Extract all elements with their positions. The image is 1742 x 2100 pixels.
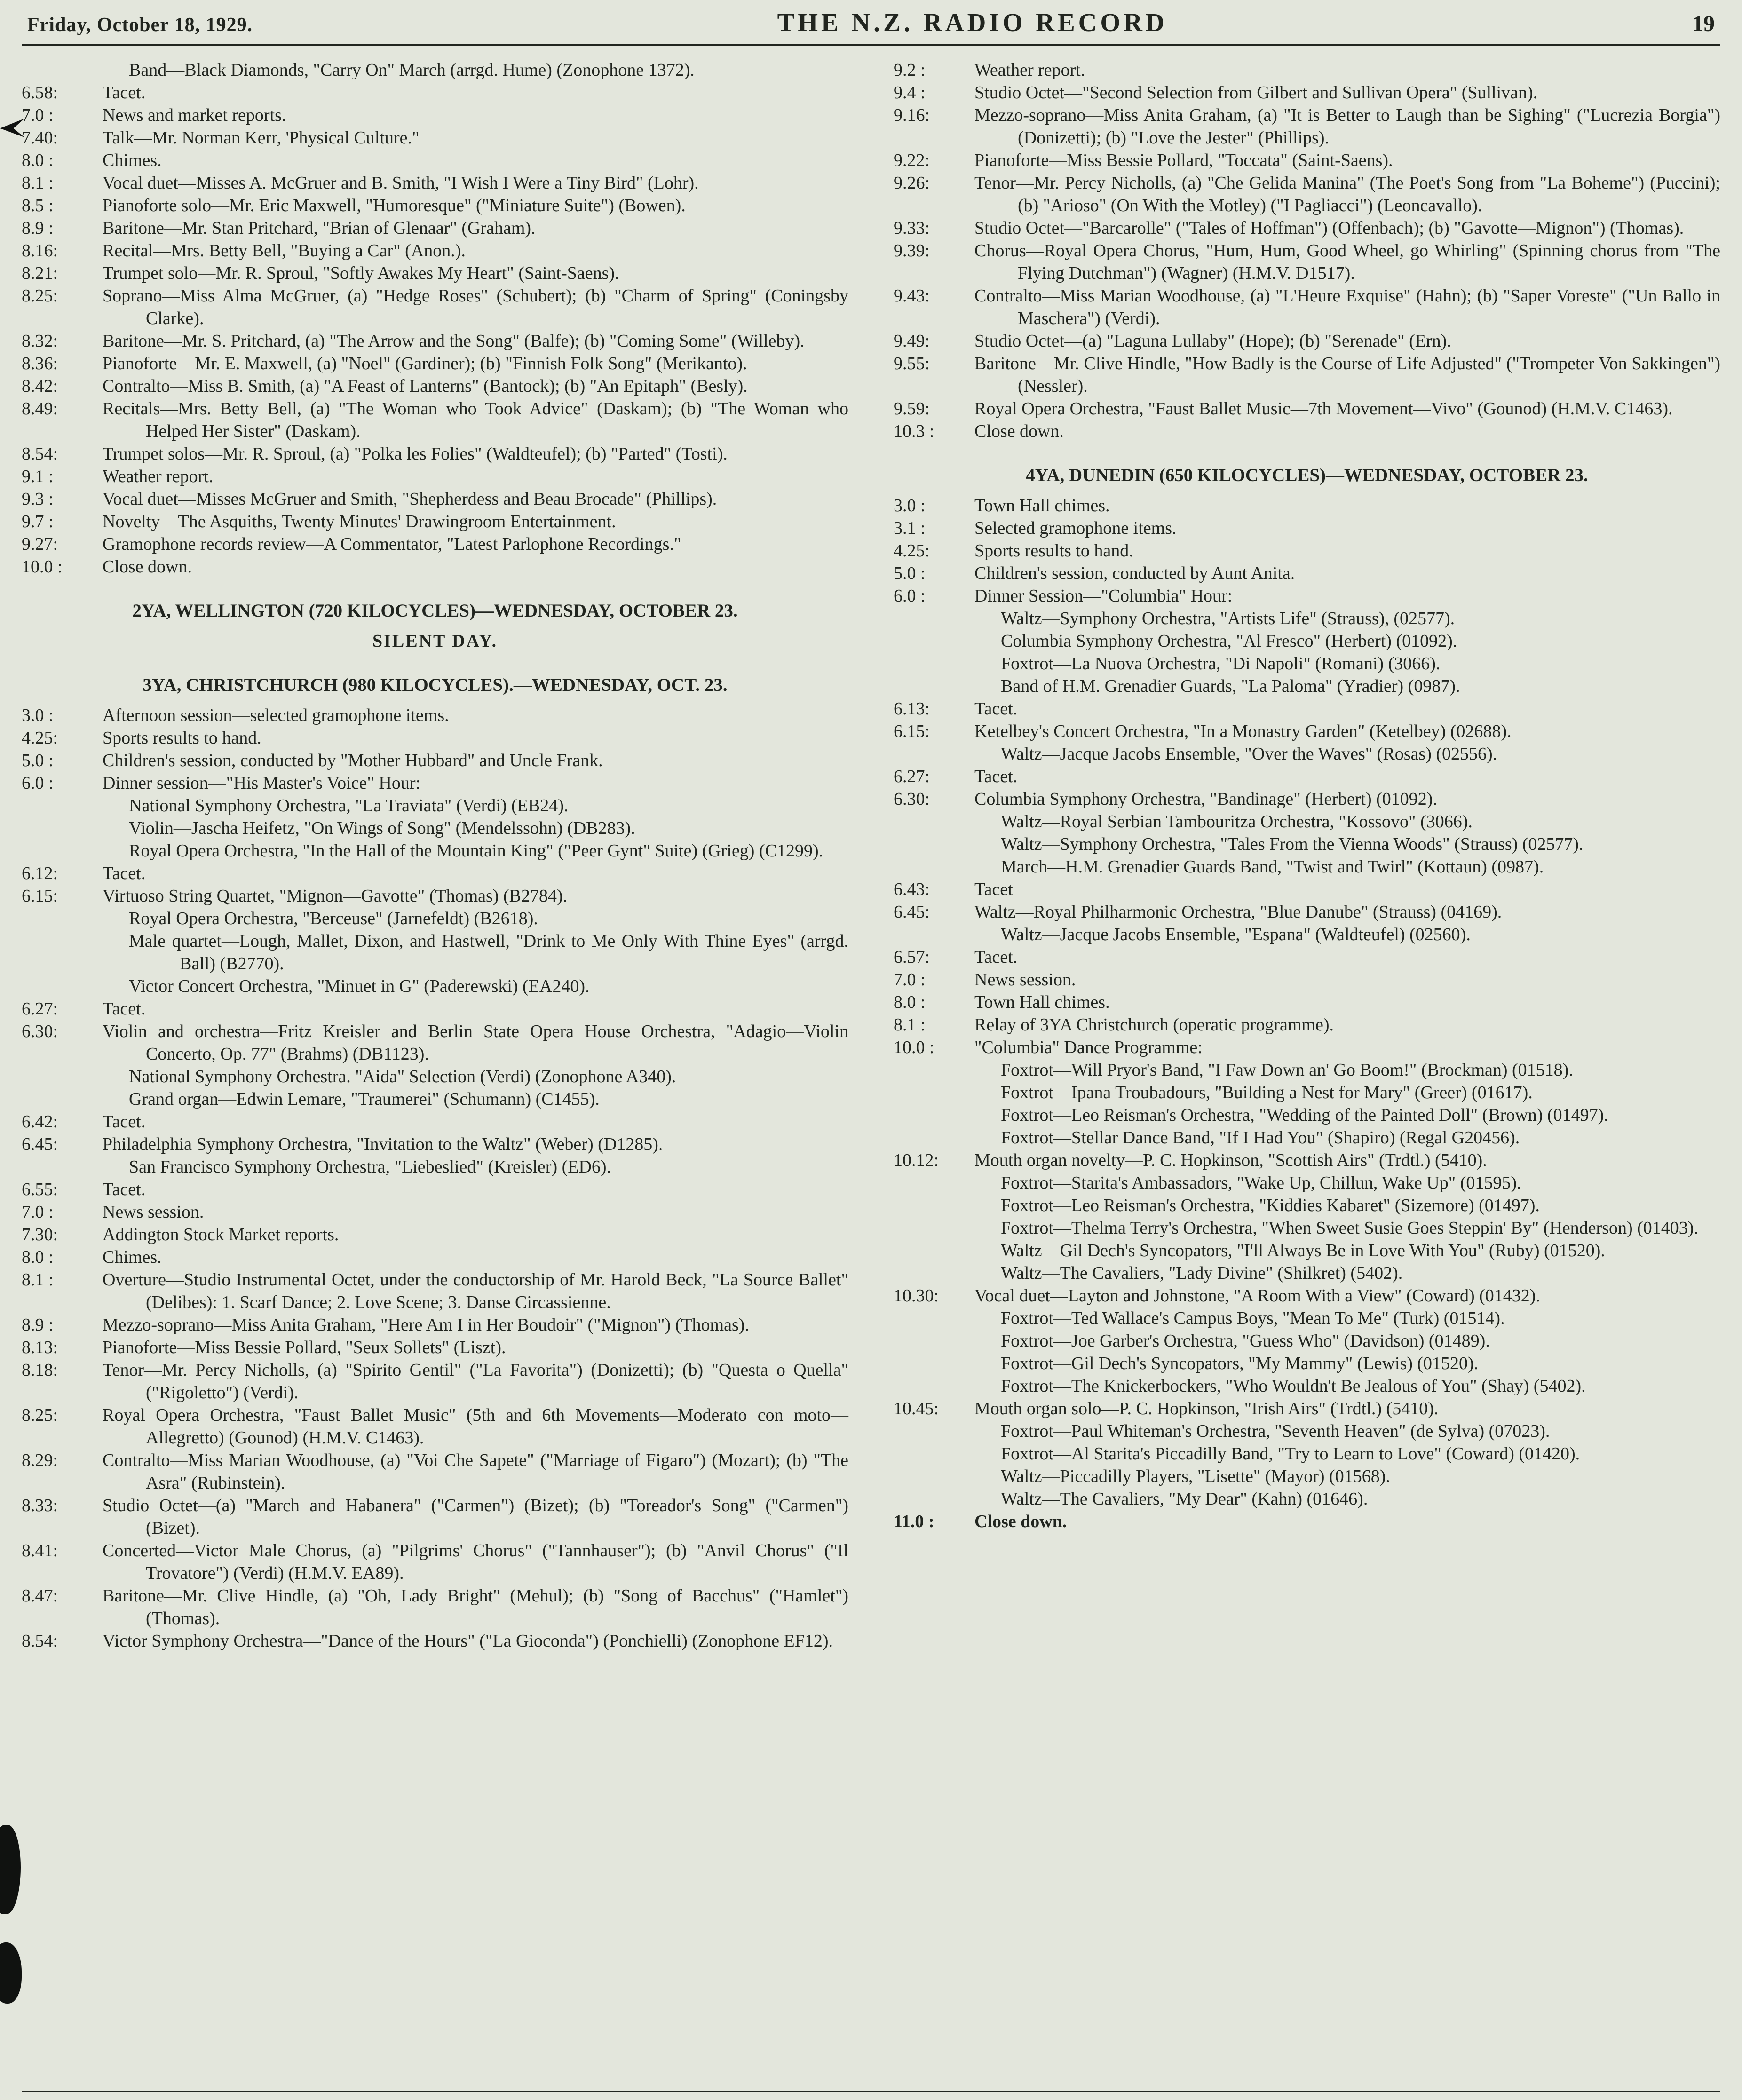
time-label: 8.1 :: [894, 1015, 926, 1035]
time-label: 9.33:: [894, 218, 930, 238]
programme-entry: [22, 285, 848, 330]
programme-entry: [22, 1404, 848, 1449]
programme-text: Mezzo-soprano—Miss Anita Graham, (a) "It is Better to Laugh than be Sighing" ("Lucrezia Borgia") (Donizetti); (b) "Love the Jester" (Phillips).: [974, 105, 1720, 148]
time-label: 8.32:: [22, 331, 58, 351]
programme-entry: [22, 1336, 848, 1359]
time-label: 6.13:: [894, 699, 930, 719]
programme-entry: [22, 149, 848, 172]
programme-text: Talk—Mr. Norman Kerr, 'Physical Culture.": [103, 128, 420, 148]
programme-text: Studio Octet—"Barcarolle" ("Tales of Hoffman") (Offenbach); (b) "Gavotte—Mignon") (Thomas).: [974, 218, 1684, 238]
time-label: 8.0 :: [894, 992, 926, 1012]
programme-text: Contralto—Miss Marian Woodhouse, (a) "Voi Che Sapete" ("Marriage of Figaro") (Mozart); (b) "The Asra" (Rubinstein).: [103, 1450, 848, 1493]
time-label: 8.42:: [22, 376, 58, 396]
programme-entry: [894, 765, 1720, 788]
header-page-number: 19: [1692, 11, 1715, 36]
programme-subentry: National Symphony Orchestra. "Aida" Selection (Verdi) (Zonophone A340).: [129, 1067, 676, 1086]
time-label: 10.30:: [894, 1286, 939, 1306]
programme-entry: [22, 465, 848, 488]
programme-subentry: Royal Opera Orchestra, "Berceuse" (Jarnefeldt) (B2618).: [129, 909, 538, 928]
programme-entry: [894, 1397, 1720, 1420]
time-label: 8.36:: [22, 354, 58, 373]
programme-entry: [894, 420, 1720, 443]
programme-text: Vocal duet—Misses A. McGruer and B. Smith, "I Wish I Were a Tiny Bird" (Lohr).: [103, 173, 699, 193]
programme-entry: [22, 375, 848, 397]
programme-text: Close down.: [974, 1512, 1067, 1531]
programme-text: Violin and orchestra—Fritz Kreisler and Berlin State Opera House Orchestra, "Adagio—Violin Concerto, Op. 77" (Brahms) (DB1123).: [103, 1022, 848, 1064]
programme-subentry: Waltz—Gil Dech's Syncopators, "I'll Always Be in Love With You" (Ruby) (01520).: [1001, 1241, 1605, 1260]
programme-subentry: Waltz—Royal Serbian Tambouritza Orchestra, "Kossovo" (3066).: [1001, 812, 1473, 832]
station-heading: 3YA, CHRISTCHURCH (980 KILOCYCLES).—WEDNESDAY, OCT. 23.: [143, 675, 728, 695]
programme-text: Novelty—The Asquiths, Twenty Minutes' Drawingroom Entertainment.: [103, 512, 616, 531]
programme-text: Studio Octet—"Second Selection from Gilbert and Sullivan Opera" (Sullivan).: [974, 83, 1538, 103]
programme-entry: [22, 704, 848, 727]
programme-entry: [894, 494, 1720, 517]
programme-text: Tacet.: [974, 767, 1018, 786]
programme-entry: [22, 239, 848, 262]
programme-entry: [894, 720, 1720, 743]
time-label: 7.0 :: [22, 1202, 54, 1222]
time-label: 10.0 :: [894, 1038, 934, 1057]
programme-text: Pianoforte—Mr. E. Maxwell, (a) "Noel" (Gardiner); (b) "Finnish Folk Song" (Merikanto).: [103, 354, 747, 373]
programme-text: Mouth organ novelty—P. C. Hopkinson, "Scottish Airs" (Trdtl.) (5410).: [974, 1150, 1487, 1170]
programme-entry: [894, 697, 1720, 720]
programme-text: Chimes.: [103, 151, 162, 170]
time-label: 7.30:: [22, 1225, 58, 1244]
programme-entry: [894, 330, 1720, 352]
time-label: 8.9 :: [22, 218, 54, 238]
programme-text: Vocal duet—Layton and Johnstone, "A Room With a View" (Coward) (01432).: [974, 1286, 1540, 1306]
programme-text: Soprano—Miss Alma McGruer, (a) "Hedge Roses" (Schubert); (b) "Charm of Spring" (Coningsby Clarke).: [103, 286, 848, 328]
right-column: [894, 59, 1720, 1652]
programme-entry: [22, 533, 848, 555]
time-label: 10.12:: [894, 1150, 939, 1170]
programme-text: Royal Opera Orchestra, "Faust Ballet Music" (5th and 6th Movements—Moderato con moto—Allegretto) (Gounod) (H.M.V. C1463).: [103, 1405, 848, 1448]
time-label: 8.54:: [22, 444, 58, 464]
programme-entry: [894, 901, 1720, 923]
programme-subentry: Foxtrot—Leo Reisman's Orchestra, "Kiddies Kabaret" (Sizemore) (01497).: [1001, 1196, 1540, 1215]
programme-entry: [894, 1014, 1720, 1036]
time-label: 9.1 :: [22, 467, 54, 486]
time-label: 6.12:: [22, 864, 58, 883]
programme-entry: [22, 772, 848, 794]
programme-text: Town Hall chimes.: [974, 992, 1110, 1012]
programme-text: Vocal duet—Misses McGruer and Smith, "Shepherdess and Beau Brocade" (Phillips).: [103, 489, 717, 509]
left-column: [22, 59, 848, 1652]
programme-subentry: Waltz—Symphony Orchestra, "Artists Life" (Strauss), (02577).: [1001, 609, 1455, 628]
programme-entry: [22, 727, 848, 749]
time-label: 6.30:: [22, 1022, 58, 1041]
programme-text: Recital—Mrs. Betty Bell, "Buying a Car" (Anon.).: [103, 241, 466, 261]
time-label: 8.18:: [22, 1360, 58, 1380]
programme-text: Sports results to hand.: [974, 541, 1133, 561]
programme-entry: [22, 555, 848, 578]
programme-entry: [22, 510, 848, 533]
time-label: 9.43:: [894, 286, 930, 306]
time-label: 8.9 :: [22, 1315, 54, 1335]
time-label: 6.43:: [894, 880, 930, 899]
programme-subentry: Foxtrot—Joe Garber's Orchestra, "Guess Who" (Davidson) (01489).: [1001, 1331, 1490, 1351]
programme-text: Tacet.: [103, 1180, 146, 1199]
programme-text: Selected gramophone items.: [974, 518, 1177, 538]
programme-entry: [22, 1630, 848, 1652]
programme-subentry: Waltz—The Cavaliers, "My Dear" (Kahn) (01646).: [1001, 1489, 1368, 1509]
time-label: 8.16:: [22, 241, 58, 261]
time-label: 9.2 :: [894, 60, 926, 80]
programme-entry: [22, 1223, 848, 1246]
programme-text: Weather report.: [974, 60, 1085, 80]
programme-text: Contralto—Miss B. Smith, (a) "A Feast of Lanterns" (Bantock); (b) "An Epitaph" (Besly).: [103, 376, 748, 396]
programme-entry: [22, 998, 848, 1020]
time-label: 7.0 :: [894, 970, 926, 990]
programme-text: Studio Octet—(a) "March and Habanera" ("Carmen") (Bizet); (b) "Toreador's Song" ("Carmen") (Bizet).: [103, 1496, 848, 1538]
programme-text: Close down.: [103, 557, 192, 577]
time-label: 3.1 :: [894, 518, 926, 538]
programme-subentry: National Symphony Orchestra, "La Traviata" (Verdi) (EB24).: [129, 796, 569, 816]
programme-entry: [894, 788, 1720, 810]
programme-entry: [22, 1449, 848, 1494]
programme-text: Tacet.: [103, 999, 146, 1019]
time-label: 9.3 :: [22, 489, 54, 509]
time-label: 8.1 :: [22, 1270, 54, 1290]
programme-text: Tenor—Mr. Percy Nicholls, (a) "Che Gelida Manina" (The Poet's Song from "La Boheme") (Puccini); (b) "Arioso" (On With the Motley) ("I Pagliacci") (Leoncavallo).: [974, 173, 1720, 215]
programme-entry: [894, 517, 1720, 539]
programme-entry: [22, 352, 848, 375]
time-label: 9.16:: [894, 105, 930, 125]
programme-subentry: Royal Opera Orchestra, "In the Hall of the Mountain King" ("Peer Gynt" Suite) (Grieg) (C1299).: [129, 841, 823, 861]
programme-subentry: Grand organ—Edwin Lemare, "Traumerei" (Schumann) (C1455).: [129, 1089, 600, 1109]
time-label: 6.45:: [894, 902, 930, 922]
time-label: 6.58:: [22, 83, 58, 103]
station-heading: 4YA, DUNEDIN (650 KILOCYCLES)—WEDNESDAY, OCTOBER 23.: [1026, 465, 1588, 485]
programme-text: Philadelphia Symphony Orchestra, "Invitation to the Waltz" (Weber) (D1285).: [103, 1134, 663, 1154]
programme-text: Baritone—Mr. S. Pritchard, (a) "The Arrow and the Song" (Balfe); (b) "Coming Some" (Willeby).: [103, 331, 805, 351]
time-label: 7.0 :: [22, 105, 54, 125]
programme-text: Trumpet solo—Mr. R. Sproul, "Softly Awakes My Heart" (Saint-Saens).: [103, 263, 619, 283]
time-label: 6.57:: [894, 947, 930, 967]
programme-entry: [894, 149, 1720, 172]
programme-entry: [22, 862, 848, 885]
time-label: 4.25:: [22, 728, 58, 748]
time-label: 9.39:: [894, 241, 930, 261]
programme-entry: [22, 1201, 848, 1223]
time-label: 3.0 :: [894, 496, 926, 515]
programme-subentry: Waltz—The Cavaliers, "Lady Divine" (Shilkret) (5402).: [1001, 1263, 1403, 1283]
programme-subentry: Waltz—Jacque Jacobs Ensemble, "Espana" (Waldteufel) (02560).: [1001, 925, 1471, 944]
time-label: 6.30:: [894, 789, 930, 809]
programme-entry: [22, 749, 848, 772]
programme-subentry: Waltz—Jacque Jacobs Ensemble, "Over the Waves" (Rosas) (02556).: [1001, 744, 1497, 764]
programme-subentry: Foxtrot—The Knickerbockers, "Who Wouldn't Be Jealous of You" (Shay) (5402).: [1001, 1376, 1586, 1396]
time-label: 9.55:: [894, 354, 930, 373]
programme-entry: [894, 1149, 1720, 1172]
programme-text: "Columbia" Dance Programme:: [974, 1038, 1203, 1057]
programme-continuation: Band—Black Diamonds, "Carry On" March (arrgd. Hume) (Zonophone 1372).: [129, 60, 695, 80]
time-label: 8.21:: [22, 263, 58, 283]
time-label: 8.41:: [22, 1541, 58, 1561]
programme-entry: [22, 1539, 848, 1585]
time-label: 9.27:: [22, 534, 58, 554]
programme-text: Baritone—Mr. Clive Hindle, "How Badly is the Course of Life Adjusted" ("Trompeter Von Sakkingen") (Nessler).: [974, 354, 1720, 396]
programme-entry: [894, 562, 1720, 585]
programme-entry: [894, 352, 1720, 397]
programme-entry: [894, 239, 1720, 285]
programme-text: Children's session, conducted by "Mother Hubbard" and Uncle Frank.: [103, 751, 603, 770]
time-label: 9.26:: [894, 173, 930, 193]
time-label: 6.15:: [22, 886, 58, 906]
programme-entry: [894, 1284, 1720, 1307]
programme-text: Sports results to hand.: [103, 728, 261, 748]
programme-entry: [894, 59, 1720, 81]
programme-text: Baritone—Mr. Stan Pritchard, "Brian of Glenaar" (Graham).: [103, 218, 536, 238]
time-label: 10.3 :: [894, 421, 934, 441]
time-label: 6.15:: [894, 721, 930, 741]
time-label: 8.13:: [22, 1338, 58, 1357]
programme-text: Chorus—Royal Opera Chorus, "Hum, Hum, Good Wheel, go Whirling" (Spinning chorus from "The Flying Dutchman") (Wagner) (H.M.V. D1517).: [974, 241, 1720, 283]
programme-text: Gramophone records review—A Commentator, "Latest Parlophone Recordings.": [103, 534, 681, 554]
time-label: 9.4 :: [894, 83, 926, 103]
section-subheading: SILENT DAY.: [372, 631, 498, 651]
programme-text: Mezzo-soprano—Miss Anita Graham, "Here Am I in Her Boudoir" ("Mignon") (Thomas).: [103, 1315, 749, 1335]
programme-subentry: Waltz—Symphony Orchestra, "Tales From the Vienna Woods" (Strauss) (02577).: [1001, 834, 1584, 854]
programme-text: Tacet.: [103, 864, 146, 883]
programme-text: Tacet.: [974, 699, 1018, 719]
time-label: 9.59:: [894, 399, 930, 419]
programme-subentry: Foxtrot—Paul Whiteman's Orchestra, "Seventh Heaven" (de Sylva) (07023).: [1001, 1421, 1550, 1441]
programme-text: Waltz—Royal Philharmonic Orchestra, "Blue Danube" (Strauss) (04169).: [974, 902, 1502, 922]
time-label: 9.49:: [894, 331, 930, 351]
programme-entry: [894, 539, 1720, 562]
programme-entry: [22, 217, 848, 239]
time-label: 5.0 :: [22, 751, 54, 770]
time-label: 11.0 :: [894, 1512, 934, 1531]
time-label: 3.0 :: [22, 705, 54, 725]
programme-text: Addington Stock Market reports.: [103, 1225, 339, 1244]
time-label: 8.25:: [22, 1405, 58, 1425]
time-label: 6.45:: [22, 1134, 58, 1154]
time-label: 8.33:: [22, 1496, 58, 1515]
time-label: 6.27:: [894, 767, 930, 786]
programme-text: Town Hall chimes.: [974, 496, 1110, 515]
programme-text: Ketelbey's Concert Orchestra, "In a Monastry Garden" (Ketelbey) (02688).: [974, 721, 1512, 741]
time-label: 5.0 :: [894, 563, 926, 583]
programme-entry: [22, 1246, 848, 1268]
programme-text: News session.: [103, 1202, 204, 1222]
programme-text: Afternoon session—selected gramophone items.: [103, 705, 449, 725]
time-label: 9.7 :: [22, 512, 54, 531]
programme-subentry: Foxtrot—Ipana Troubadours, "Building a Nest for Mary" (Greer) (01617).: [1001, 1083, 1533, 1102]
programme-text: Studio Octet—(a) "Laguna Lullaby" (Hope); (b) "Serenade" (Ern).: [974, 331, 1451, 351]
programme-entry: [894, 81, 1720, 104]
programme-entry: [22, 1585, 848, 1630]
programme-entry: [22, 194, 848, 217]
programme-text: News and market reports.: [103, 105, 286, 125]
time-label: 10.45:: [894, 1399, 939, 1418]
programme-subentry: Foxtrot—Stellar Dance Band, "If I Had You" (Shapiro) (Regal G20456).: [1001, 1128, 1520, 1148]
programme-subentry: Foxtrot—Leo Reisman's Orchestra, "Wedding of the Painted Doll" (Brown) (01497).: [1001, 1105, 1608, 1125]
programme-entry: [894, 991, 1720, 1014]
programme-text: Baritone—Mr. Clive Hindle, (a) "Oh, Lady Bright" (Mehul); (b) "Song of Bacchus" ("Hamlet") (Thomas).: [103, 1586, 848, 1628]
programme-subentry: March—H.M. Grenadier Guards Band, "Twist and Twirl" (Kottaun) (0987).: [1001, 857, 1544, 877]
programme-subentry: Columbia Symphony Orchestra, "Al Fresco" (Herbert) (01092).: [1001, 631, 1457, 651]
programme-entry: [22, 1359, 848, 1404]
programme-entry: [894, 585, 1720, 607]
programme-entry: [22, 330, 848, 352]
time-label: 8.25:: [22, 286, 58, 306]
programme-entry: [894, 968, 1720, 991]
programme-subentry: Foxtrot—La Nuova Orchestra, "Di Napoli" (Romani) (3066).: [1001, 654, 1441, 674]
programme-text: Tacet.: [103, 1112, 146, 1132]
programme-text: Dinner Session—"Columbia" Hour:: [974, 586, 1233, 606]
time-label: 8.5 :: [22, 196, 54, 215]
time-label: 8.47:: [22, 1586, 58, 1606]
programme-entry: [22, 1268, 848, 1314]
programme-entry: [894, 217, 1720, 239]
programme-entry: [894, 1036, 1720, 1059]
programme-text: Children's session, conducted by Aunt Anita.: [974, 563, 1295, 583]
programme-subentry: Foxtrot—Ted Wallace's Campus Boys, "Mean To Me" (Turk) (01514).: [1001, 1308, 1505, 1328]
programme-subentry: Violin—Jascha Heifetz, "On Wings of Song" (Mendelssohn) (DB283).: [129, 818, 635, 838]
programme-entry: [22, 127, 848, 149]
programme-text: Tacet: [974, 880, 1013, 899]
programme-text: Royal Opera Orchestra, "Faust Ballet Music—7th Movement—Vivo" (Gounod) (H.M.V. C1463).: [974, 399, 1673, 419]
programme-entry: [22, 1110, 848, 1133]
programme-text: Recitals—Mrs. Betty Bell, (a) "The Woman who Took Advice" (Daskam); (b) "The Woman who Helped Her Sister" (Daskam).: [103, 399, 848, 441]
time-label: 6.42:: [22, 1112, 58, 1132]
programme-entry: [894, 172, 1720, 217]
time-label: 10.0 :: [22, 557, 63, 577]
programme-entry: [22, 262, 848, 285]
time-label: 8.0 :: [22, 1247, 54, 1267]
time-label: 6.0 :: [894, 586, 926, 606]
programme-entry: [22, 443, 848, 465]
time-label: 8.0 :: [22, 151, 54, 170]
programme-entry: [22, 488, 848, 510]
programme-entry: [894, 104, 1720, 149]
time-label: 7.40:: [22, 128, 58, 148]
programme-text: Relay of 3YA Christchurch (operatic programme).: [974, 1015, 1334, 1035]
time-label: 4.25:: [894, 541, 930, 561]
time-label: 6.27:: [22, 999, 58, 1019]
programme-entry: [22, 1494, 848, 1539]
programme-subentry: Foxtrot—Will Pryor's Band, "I Faw Down an' Go Boom!" (Brockman) (01518).: [1001, 1060, 1573, 1080]
programme-subentry: Victor Concert Orchestra, "Minuet in G" (Paderewski) (EA240).: [129, 976, 590, 996]
programme-entry: [22, 885, 848, 907]
programme-entry: [894, 397, 1720, 420]
programme-subentry: San Francisco Symphony Orchestra, "Liebeslied" (Kreisler) (ED6).: [129, 1157, 611, 1177]
programme-text: Pianoforte—Miss Bessie Pollard, "Seux Sollets" (Liszt).: [103, 1338, 506, 1357]
programme-entry: [894, 878, 1720, 901]
bottom-rule: [22, 2091, 1720, 2092]
programme-subentry: Waltz—Piccadilly Players, "Lisette" (Mayor) (01568).: [1001, 1466, 1390, 1486]
programme-columns: [22, 46, 1720, 1652]
time-label: 8.29:: [22, 1450, 58, 1470]
programme-entry: [894, 1510, 1720, 1533]
time-label: 8.49:: [22, 399, 58, 419]
programme-subentry: Foxtrot—Al Starita's Piccadilly Band, "Try to Learn to Love" (Coward) (01420).: [1001, 1444, 1580, 1464]
programme-text: Close down.: [974, 421, 1064, 441]
programme-text: Columbia Symphony Orchestra, "Bandinage" (Herbert) (01092).: [974, 789, 1437, 809]
programme-text: Weather report.: [103, 467, 214, 486]
programme-text: Tenor—Mr. Percy Nicholls, (a) "Spirito Gentil" ("La Favorita") (Donizetti); (b) "Questa o Quella" ("Rigoletto") (Verdi).: [103, 1360, 848, 1403]
programme-text: Tacet.: [103, 83, 146, 103]
programme-subentry: Male quartet—Lough, Mallet, Dixon, and Hastwell, "Drink to Me Only With Thine Eyes" (arrgd. Ball) (B2770).: [129, 931, 848, 974]
time-label: 6.0 :: [22, 773, 54, 793]
programme-text: Pianoforte—Miss Bessie Pollard, "Toccata" (Saint-Saens).: [974, 151, 1393, 170]
programme-text: Concerted—Victor Male Chorus, (a) "Pilgrims' Chorus" ("Tannhauser"); (b) "Anvil Chorus" ("Il Trovatore") (Verdi) (H.M.V. EA89).: [103, 1541, 848, 1583]
programme-subentry: Band of H.M. Grenadier Guards, "La Paloma" (Yradier) (0987).: [1001, 676, 1460, 696]
programme-entry: [894, 946, 1720, 968]
time-label: 8.1 :: [22, 173, 54, 193]
programme-text: Virtuoso String Quartet, "Mignon—Gavotte" (Thomas) (B2784).: [103, 886, 568, 906]
programme-text: Victor Symphony Orchestra—"Dance of the Hours" ("La Gioconda") (Ponchielli) (Zonophone EF12).: [103, 1631, 833, 1651]
programme-entry: [22, 1133, 848, 1156]
programme-text: Pianoforte solo—Mr. Eric Maxwell, "Humoresque" ("Miniature Suite") (Bowen).: [103, 196, 686, 215]
time-label: 8.54:: [22, 1631, 58, 1651]
programme-entry: [894, 285, 1720, 330]
programme-text: Overture—Studio Instrumental Octet, under the conductorship of Mr. Harold Beck, "La Source Ballet" (Delibes): 1. Scarf Dance; 2. Love Scene; 3. Danse Circassienne.: [103, 1270, 848, 1312]
programme-subentry: Foxtrot—Gil Dech's Syncopators, "My Mammy" (Lewis) (01520).: [1001, 1354, 1479, 1373]
programme-text: Chimes.: [103, 1247, 162, 1267]
programme-entry: [22, 397, 848, 443]
programme-entry: [22, 1178, 848, 1201]
programme-text: Mouth organ solo—P. C. Hopkinson, "Irish Airs" (Trdtl.) (5410).: [974, 1399, 1439, 1418]
programme-text: News session.: [974, 970, 1076, 990]
time-label: 6.55:: [22, 1180, 58, 1199]
programme-subentry: Foxtrot—Thelma Terry's Orchestra, "When Sweet Susie Goes Steppin' By" (Henderson) (01403).: [1001, 1218, 1698, 1238]
ink-blot-large: [0, 1825, 21, 1914]
ink-blot-lower: [0, 1942, 22, 2004]
header-title: THE N.Z. RADIO RECORD: [777, 8, 1168, 37]
programme-text: Trumpet solos—Mr. R. Sproul, (a) "Polka les Folies" (Waldteufel); (b) "Parted" (Tosti).: [103, 444, 728, 464]
programme-entry: [22, 104, 848, 127]
programme-text: Contralto—Miss Marian Woodhouse, (a) "L'Heure Exquise" (Hahn); (b) "Saper Voreste" ("Un Ballo in Maschera") (Verdi).: [974, 286, 1720, 328]
time-label: 9.22:: [894, 151, 930, 170]
programme-entry: [22, 1020, 848, 1065]
programme-text: Tacet.: [974, 947, 1018, 967]
page-header: [22, 7, 1720, 46]
station-heading: 2YA, WELLINGTON (720 KILOCYCLES)—WEDNESDAY, OCTOBER 23.: [132, 601, 738, 621]
programme-entry: [22, 1314, 848, 1336]
programme-subentry: Foxtrot—Starita's Ambassadors, "Wake Up, Chillun, Wake Up" (01595).: [1001, 1173, 1521, 1193]
programme-text: Dinner session—"His Master's Voice" Hour:: [103, 773, 421, 793]
programme-entry: [22, 81, 848, 104]
header-date: Friday, October 18, 1929.: [27, 14, 253, 36]
programme-entry: [22, 172, 848, 194]
